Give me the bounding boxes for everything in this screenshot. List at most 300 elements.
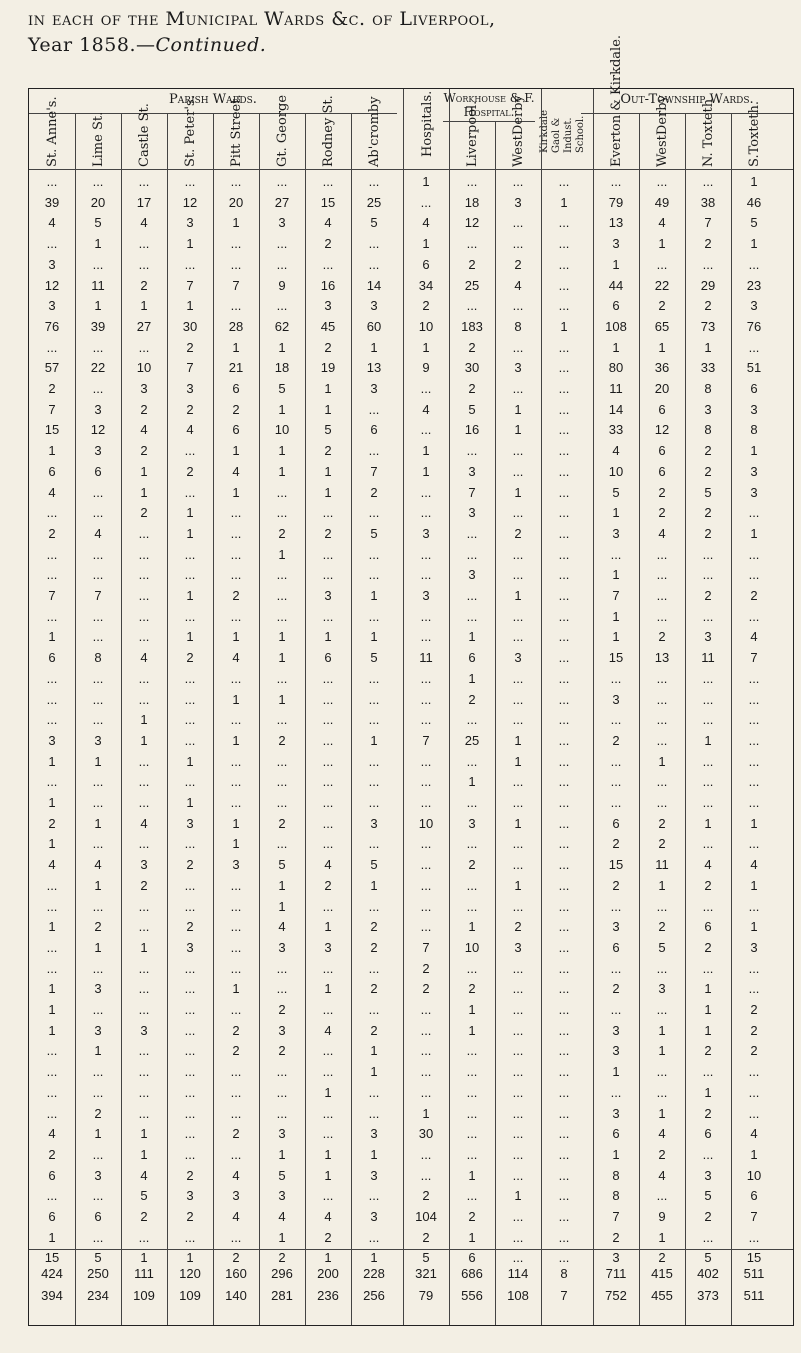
table-cell: 1 <box>422 463 430 479</box>
table-cell: ... <box>748 339 760 355</box>
table-cell: 5 <box>750 215 758 231</box>
table-cell: 5 <box>94 1250 102 1266</box>
table-cell: ... <box>368 1188 380 1204</box>
table-cell: 2 <box>468 381 476 396</box>
table-cell: 2 <box>186 401 194 417</box>
table-cell: 14 <box>366 277 382 293</box>
table-cell: 11 <box>91 277 105 293</box>
table-cell: ... <box>656 1084 668 1100</box>
table-cell: ... <box>512 1022 524 1038</box>
table-cell: ... <box>656 691 668 707</box>
table-cell: 2 <box>278 1250 286 1266</box>
table-cell: 36 <box>654 360 670 376</box>
table-cell: 3 <box>612 1043 620 1059</box>
table-cell: 5 <box>370 650 378 666</box>
table-cell: 1 <box>48 753 56 769</box>
table-cell: ... <box>558 919 570 935</box>
table-cell: 4 <box>750 1126 758 1142</box>
table-cell: 1 <box>324 401 332 417</box>
table-cell: 57 <box>44 360 60 376</box>
table-cell: ... <box>420 505 432 521</box>
table-cell: ... <box>276 256 288 272</box>
table-cell: ... <box>512 1167 524 1183</box>
table-cell: 2 <box>612 732 620 748</box>
table-cell: 7 <box>94 588 102 603</box>
table-cell: 2 <box>658 836 666 852</box>
table-cell: 1 <box>140 463 148 479</box>
table-cell: ... <box>512 691 524 707</box>
table-cell: ... <box>748 795 760 810</box>
total-cell: 402 <box>697 1266 719 1281</box>
table-cell: 2 <box>232 1126 240 1142</box>
table-cell: ... <box>558 1188 570 1204</box>
table-cell: 2 <box>94 919 102 935</box>
table-cell: ... <box>466 236 478 252</box>
table-cell: 1 <box>232 215 240 231</box>
table-cell: ... <box>184 443 196 459</box>
table-cell: ... <box>748 712 760 728</box>
total-cell: 8 <box>560 1266 568 1281</box>
table-cell: 1 <box>94 1043 102 1059</box>
table-cell: ... <box>466 712 478 728</box>
table-cell: 18 <box>274 360 290 376</box>
table-cell: ... <box>46 1064 58 1080</box>
table-cell: 3 <box>94 443 102 459</box>
table-cell: ... <box>558 588 570 603</box>
table-cell: ... <box>558 463 570 479</box>
table-cell: 5 <box>324 422 332 438</box>
total-cell: 120 <box>179 1266 201 1281</box>
table-cell: ... <box>466 546 478 562</box>
table-cell: 3 <box>278 215 286 231</box>
column-divider <box>639 113 640 1325</box>
total-cell: 424 <box>41 1266 63 1281</box>
table-cell: ... <box>92 381 104 396</box>
column-divider <box>593 89 594 1325</box>
total-cell: 234 <box>87 1288 109 1303</box>
table-cell: ... <box>558 1043 570 1059</box>
table-cell: 14 <box>608 401 624 417</box>
table-cell: ... <box>558 277 570 293</box>
table-cell: ... <box>466 1126 478 1142</box>
table-cell: 10 <box>746 1167 762 1183</box>
table-cell: ... <box>656 712 668 728</box>
table-cell: 4 <box>422 215 430 231</box>
table-cell: 1 <box>186 753 194 769</box>
table-cell: ... <box>184 1126 196 1142</box>
table-cell: ... <box>230 1064 242 1080</box>
table-cell: 1 <box>232 815 240 831</box>
table-cell: 8 <box>514 318 522 334</box>
table-cell: 1 <box>612 339 620 355</box>
table-cell: 3 <box>278 1126 286 1142</box>
table-cell: 2 <box>704 525 712 541</box>
table-cell: 7 <box>704 215 712 231</box>
table-cell: ... <box>230 174 242 189</box>
table-cell: 104 <box>415 1209 437 1224</box>
table-cell: ... <box>420 753 432 769</box>
total-cell: 256 <box>363 1288 385 1303</box>
table-cell: 1 <box>658 1022 666 1038</box>
total-cell: 281 <box>271 1288 293 1303</box>
table-cell: ... <box>92 960 104 976</box>
table-cell: ... <box>702 546 714 562</box>
table-cell: 2 <box>140 443 148 459</box>
table-cell: ... <box>748 1064 760 1080</box>
table-cell: 4 <box>750 857 758 873</box>
table-cell: 5 <box>422 1250 430 1266</box>
table-cell: ... <box>230 567 242 583</box>
table-cell: 2 <box>140 1209 148 1224</box>
column-divider <box>685 113 686 1325</box>
table-cell: 2 <box>324 877 332 893</box>
table-cell: ... <box>558 525 570 541</box>
table-cell: ... <box>138 795 150 810</box>
table-cell: 2 <box>370 919 378 935</box>
table-cell: ... <box>46 712 58 728</box>
table-cell: 1 <box>370 588 378 603</box>
column-header: St. Peter's. <box>183 95 198 167</box>
table-cell: ... <box>322 732 334 748</box>
table-cell: 2 <box>186 1167 194 1183</box>
table-cell: 2 <box>704 1209 712 1224</box>
table-cell: 6 <box>612 939 620 955</box>
table-cell: ... <box>276 753 288 769</box>
table-cell: ... <box>230 525 242 541</box>
table-cell: 2 <box>704 443 712 459</box>
table-cell: ... <box>558 1167 570 1183</box>
table-cell: 2 <box>324 236 332 252</box>
table-cell: ... <box>138 691 150 707</box>
table-cell: ... <box>702 174 714 189</box>
table-cell: 1 <box>514 588 522 603</box>
table-cell: 1 <box>324 1084 332 1100</box>
table-cell: ... <box>558 691 570 707</box>
table-cell: 1 <box>468 1022 476 1038</box>
total-cell: 108 <box>507 1288 529 1303</box>
table-cell: ... <box>276 981 288 997</box>
table-cell: 3 <box>468 463 476 479</box>
table-cell: 5 <box>370 525 378 541</box>
table-cell: ... <box>702 670 714 686</box>
table-cell: ... <box>512 443 524 459</box>
table-cell: ... <box>558 732 570 748</box>
table-cell: 1 <box>278 1229 286 1245</box>
table-cell: 4 <box>658 1167 666 1183</box>
table-cell: 4 <box>324 1022 332 1038</box>
table-cell: ... <box>322 505 334 521</box>
table-cell: 1 <box>750 174 758 189</box>
table-cell: 2 <box>704 1105 712 1121</box>
table-cell: ... <box>138 898 150 914</box>
total-cell: 109 <box>133 1288 155 1303</box>
table-cell: 3 <box>612 691 620 707</box>
table-cell: 1 <box>278 401 286 417</box>
table-cell: 1 <box>612 256 620 272</box>
table-cell: 2 <box>704 877 712 893</box>
table-cell: 1 <box>94 815 102 831</box>
table-cell: 11 <box>609 381 623 396</box>
table-cell: 2 <box>48 525 56 541</box>
table-cell: ... <box>558 608 570 624</box>
table-cell: ... <box>46 691 58 707</box>
table-cell: ... <box>184 691 196 707</box>
table-cell: 2 <box>278 815 286 831</box>
page-title: in each of the Municipal Wards &c. of Liverpool, <box>28 8 496 30</box>
table-cell: ... <box>466 525 478 541</box>
table-cell: 1 <box>278 1146 286 1162</box>
table-cell: ... <box>512 960 524 976</box>
table-cell: 6 <box>704 1126 712 1142</box>
group-out-township: Out-Township Wards. <box>620 92 754 107</box>
table-cell: 1 <box>560 194 568 210</box>
table-cell: 6 <box>48 650 56 666</box>
table-cell: 34 <box>418 277 434 293</box>
table-cell: ... <box>558 712 570 728</box>
table-cell: ... <box>558 753 570 769</box>
table-cell: 2 <box>658 298 666 314</box>
table-cell: ... <box>558 1064 570 1080</box>
table-cell: 3 <box>704 629 712 645</box>
table-cell: ... <box>322 898 334 914</box>
table-cell: ... <box>230 256 242 272</box>
table-cell: ... <box>512 546 524 562</box>
table-cell: 76 <box>746 318 762 334</box>
table-cell: ... <box>466 898 478 914</box>
table-cell: 33 <box>608 422 624 438</box>
table-cell: 3 <box>422 525 430 541</box>
table-cell: ... <box>420 712 432 728</box>
table-cell: 1 <box>750 236 758 252</box>
table-cell: 2 <box>186 650 194 666</box>
table-cell: ... <box>656 546 668 562</box>
table-cell: 4 <box>658 1126 666 1142</box>
table-cell: 1 <box>48 629 56 645</box>
table-cell: 4 <box>186 422 194 438</box>
table-cell: 2 <box>468 857 476 873</box>
table-cell: ... <box>230 939 242 955</box>
table-cell: ... <box>466 588 478 603</box>
table-cell: ... <box>512 1043 524 1059</box>
table-cell: 2 <box>186 339 194 355</box>
table-cell: 1 <box>278 463 286 479</box>
table-cell: 2 <box>422 1188 430 1204</box>
table-cell: ... <box>656 732 668 748</box>
table-cell: 1 <box>658 1229 666 1245</box>
table-cell: 108 <box>605 318 627 334</box>
column-header: WestDerby <box>511 95 526 167</box>
table-cell: ... <box>46 567 58 583</box>
table-cell: ... <box>184 1002 196 1017</box>
table-cell: 4 <box>612 443 620 459</box>
total-cell: 373 <box>697 1288 719 1303</box>
table-cell: ... <box>466 1064 478 1080</box>
total-cell: 111 <box>134 1266 154 1281</box>
table-cell: 2 <box>704 298 712 314</box>
table-cell: 2 <box>232 1022 240 1038</box>
table-cell: ... <box>702 836 714 852</box>
table-cell: 6 <box>48 1209 56 1224</box>
table-cell: 2 <box>468 691 476 707</box>
table-cell: 1 <box>48 1002 56 1017</box>
column-header: S.Toxteth. <box>747 100 762 167</box>
table-cell: ... <box>512 339 524 355</box>
table-cell: ... <box>92 256 104 272</box>
table-cell: ... <box>138 1229 150 1245</box>
table-cell: 1 <box>422 236 430 252</box>
table-cell: 27 <box>136 318 152 334</box>
total-cell: 296 <box>271 1266 293 1281</box>
table-cell: ... <box>46 546 58 562</box>
table-cell: ... <box>466 960 478 976</box>
table-cell: 1 <box>370 1043 378 1059</box>
table-cell: 9 <box>278 277 286 293</box>
table-cell: ... <box>322 670 334 686</box>
table-cell: ... <box>702 898 714 914</box>
table-cell: 2 <box>514 919 522 935</box>
table-cell: ... <box>322 256 334 272</box>
column-divider <box>75 113 76 1325</box>
table-cell: 73 <box>700 318 716 334</box>
table-cell: ... <box>138 753 150 769</box>
table-cell: 4 <box>140 1167 148 1183</box>
table-cell: 2 <box>48 815 56 831</box>
table-cell: ... <box>702 753 714 769</box>
table-cell: 2 <box>612 981 620 997</box>
table-cell: 15 <box>608 857 624 873</box>
table-cell: ... <box>92 567 104 583</box>
table-cell: ... <box>420 608 432 624</box>
table-cell: 1 <box>750 815 758 831</box>
table-cell: ... <box>138 1064 150 1080</box>
table-cell: ... <box>610 174 622 189</box>
table-cell: ... <box>276 298 288 314</box>
table-cell: 1 <box>48 1022 56 1038</box>
table-cell: 1 <box>704 1084 712 1100</box>
table-cell: ... <box>702 1229 714 1245</box>
table-cell: ... <box>558 815 570 831</box>
table-cell: ... <box>558 877 570 893</box>
table-cell: ... <box>92 774 104 790</box>
table-cell: 2 <box>514 525 522 541</box>
table-cell: 1 <box>658 339 666 355</box>
total-cell: 321 <box>415 1266 437 1281</box>
table-cell: 15 <box>746 1250 762 1266</box>
table-cell: 6 <box>94 463 102 479</box>
table-cell: ... <box>46 877 58 893</box>
table-cell: 3 <box>468 505 476 521</box>
table-cell: 1 <box>140 732 148 748</box>
table-cell: 2 <box>468 256 476 272</box>
table-cell: 1 <box>48 919 56 935</box>
table-cell: 1 <box>324 919 332 935</box>
table-cell: ... <box>92 1188 104 1204</box>
table-cell: ... <box>558 795 570 810</box>
table-cell: 19 <box>320 360 336 376</box>
table-cell: 7 <box>750 1209 758 1224</box>
table-cell: ... <box>322 1105 334 1121</box>
table-cell: ... <box>558 1209 570 1224</box>
table-cell: ... <box>276 1064 288 1080</box>
table-cell: 1 <box>140 939 148 955</box>
table-cell: 3 <box>48 256 56 272</box>
table-cell: 1 <box>278 691 286 707</box>
table-cell: ... <box>276 795 288 810</box>
table-cell: 3 <box>612 1105 620 1121</box>
table-cell: 2 <box>278 732 286 748</box>
table-cell: ... <box>230 753 242 769</box>
table-cell: 3 <box>232 1188 240 1204</box>
table-cell: 1 <box>612 1146 620 1162</box>
table-cell: 2 <box>278 1043 286 1059</box>
table-cell: 4 <box>278 919 286 935</box>
table-cell: 1 <box>186 588 194 603</box>
table-cell: ... <box>92 174 104 189</box>
table-cell: 1 <box>324 463 332 479</box>
table-cell: 1 <box>186 795 194 810</box>
table-cell: 3 <box>612 1022 620 1038</box>
table-cell: 1 <box>560 318 568 334</box>
table-cell: 5 <box>704 484 712 500</box>
table-cell: 1 <box>704 815 712 831</box>
table-cell: ... <box>46 939 58 955</box>
table-cell: ... <box>46 1188 58 1204</box>
table-cell: 6 <box>422 256 430 272</box>
table-cell: ... <box>276 484 288 500</box>
table-cell: 1 <box>278 546 286 562</box>
table-cell: ... <box>92 898 104 914</box>
table-cell: ... <box>558 401 570 417</box>
table-cell: ... <box>184 712 196 728</box>
table-cell: ... <box>466 1188 478 1204</box>
table-cell: ... <box>46 608 58 624</box>
table-cell: ... <box>610 546 622 562</box>
table-cell: 1 <box>468 1229 476 1245</box>
table-cell: ... <box>184 1064 196 1080</box>
table-cell: ... <box>322 691 334 707</box>
table-cell: 12 <box>182 194 198 210</box>
table-cell: 5 <box>704 1250 712 1266</box>
table-cell: 6 <box>468 1250 476 1266</box>
table-cell: ... <box>276 774 288 790</box>
table-cell: 33 <box>700 360 716 376</box>
table-cell: 2 <box>422 960 430 976</box>
table-cell: ... <box>748 898 760 914</box>
table-cell: ... <box>184 836 196 852</box>
table-cell: 5 <box>612 484 620 500</box>
table-cell: ... <box>322 815 334 831</box>
total-cell: 511 <box>743 1266 765 1281</box>
table-cell: 1 <box>278 339 286 355</box>
table-cell: ... <box>702 608 714 624</box>
table-cell: 1 <box>514 484 522 500</box>
table-cell: 22 <box>654 277 670 293</box>
table-cell: ... <box>276 567 288 583</box>
table-cell: 3 <box>94 732 102 748</box>
table-cell: 38 <box>700 194 716 210</box>
table-cell: ... <box>610 898 622 914</box>
table-cell: ... <box>656 1188 668 1204</box>
table-cell: ... <box>230 505 242 521</box>
column-divider <box>541 89 542 1325</box>
table-cell: ... <box>322 1126 334 1142</box>
table-cell: ... <box>322 1188 334 1204</box>
table-cell: 2 <box>658 505 666 521</box>
table-cell: ... <box>558 836 570 852</box>
table-cell: ... <box>610 670 622 686</box>
table-cell: 1 <box>750 919 758 935</box>
table-cell: ... <box>512 608 524 624</box>
